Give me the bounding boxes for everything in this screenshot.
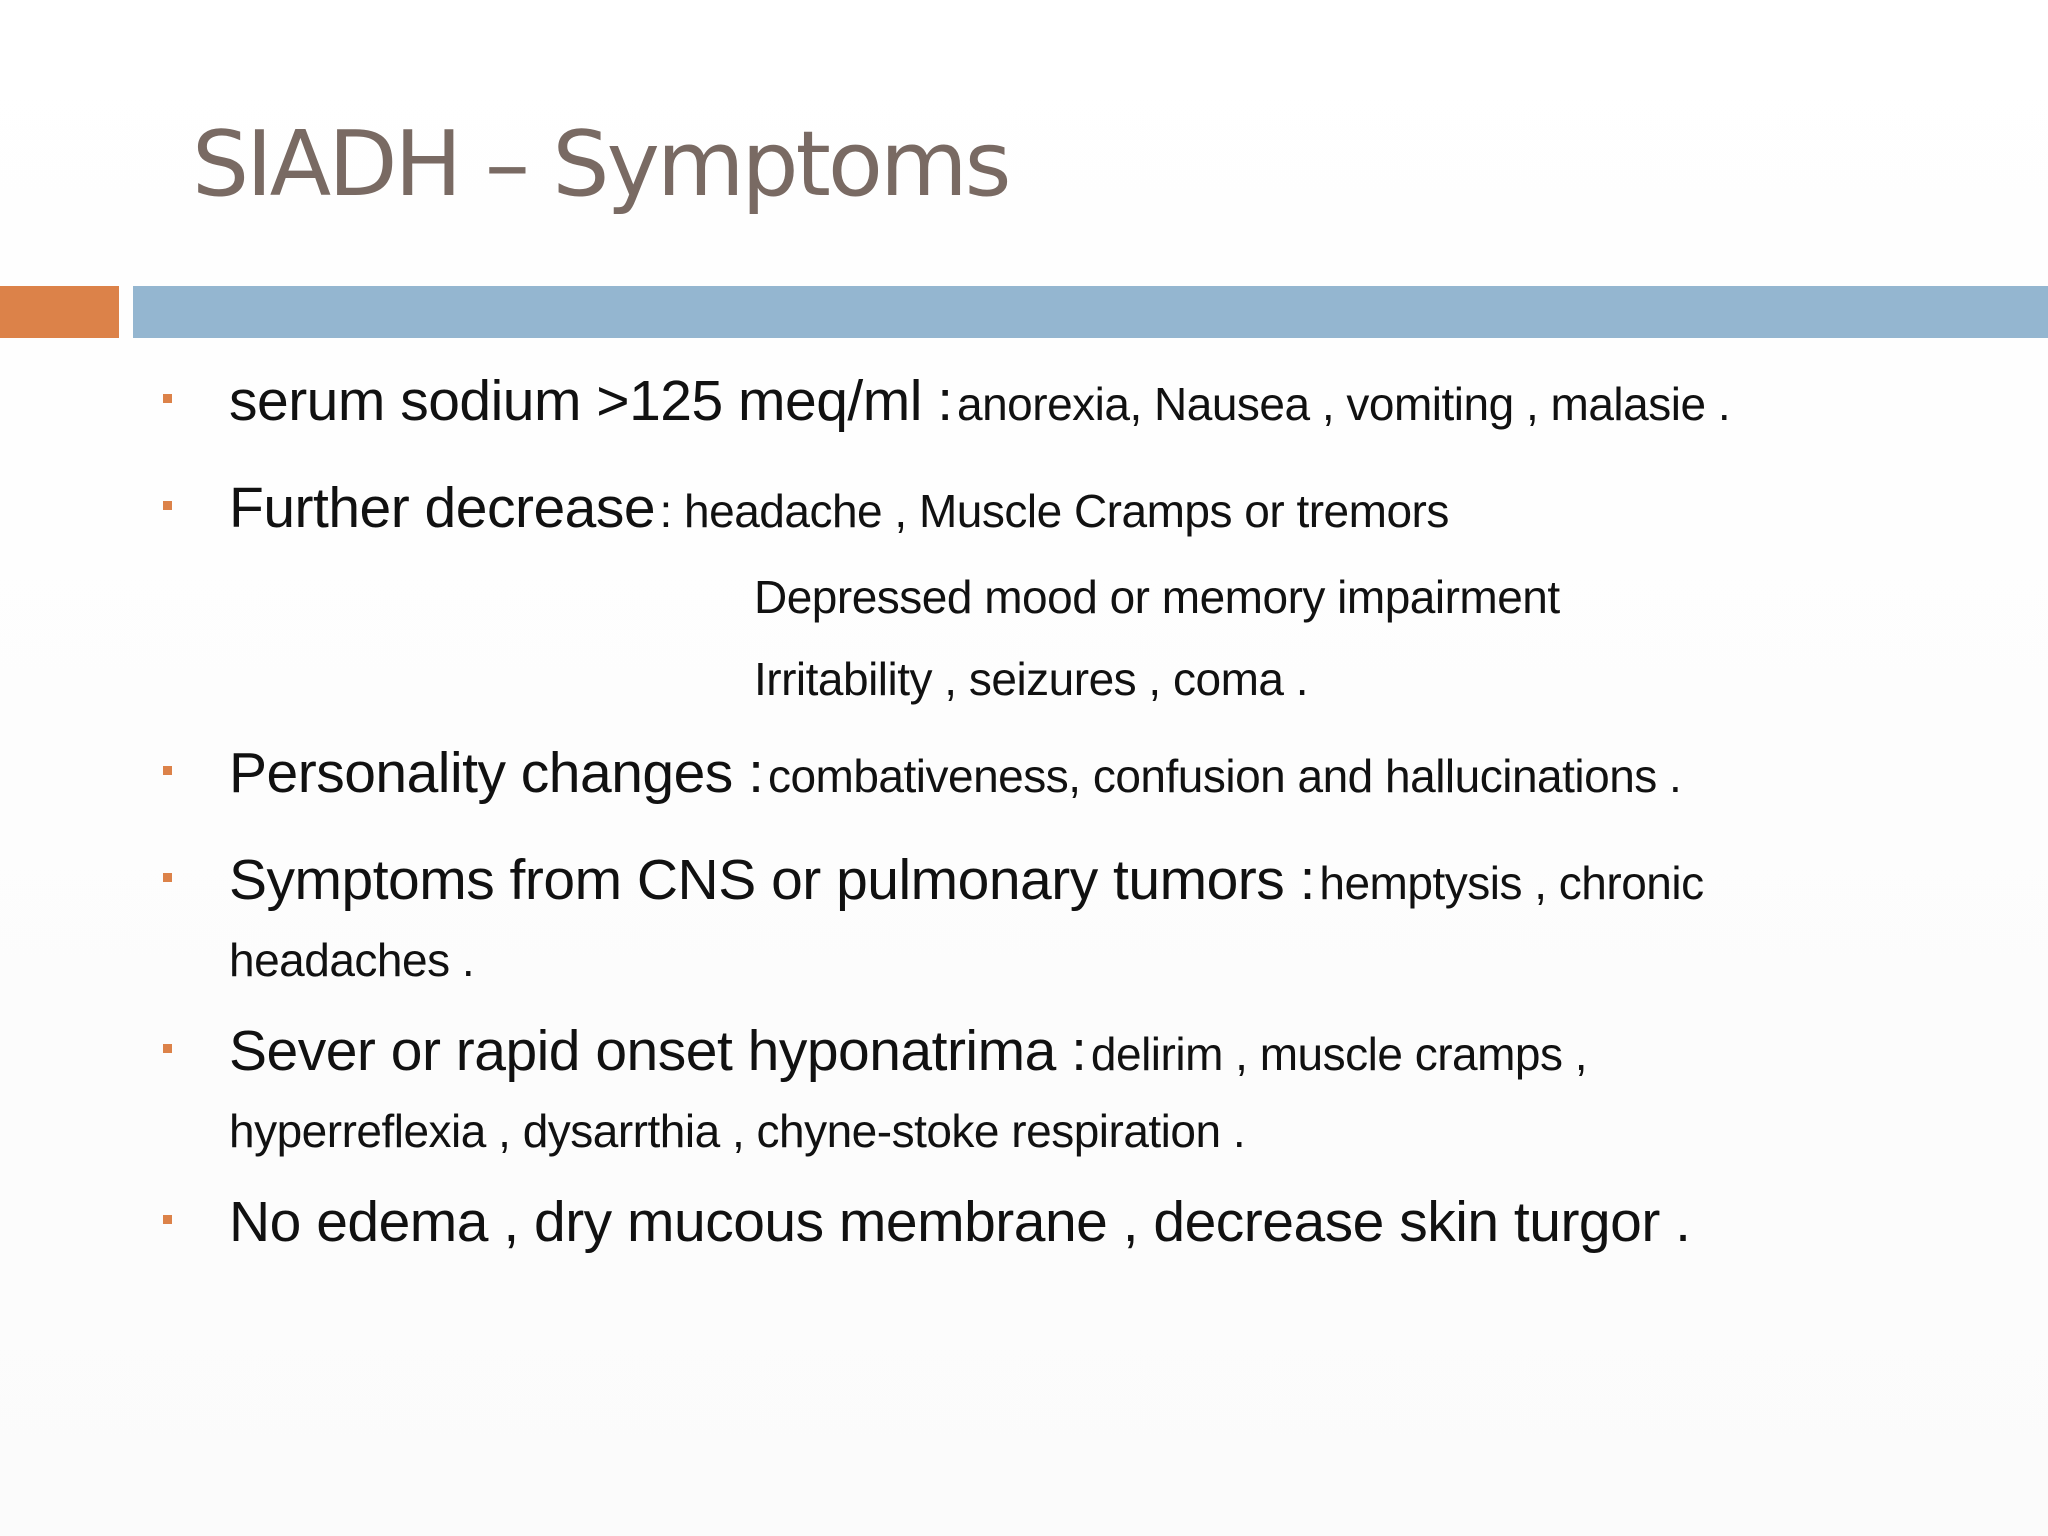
bullet-continuation: hyperreflexia , dysarrthia , chyne-stoke respiration . (229, 1105, 1246, 1157)
bullet-item-further-decrease (150, 475, 2000, 720)
bullet-item-hyponatremia (150, 1018, 2000, 1163)
bullet-continuation: headaches . (229, 934, 475, 986)
bullet-list (150, 368, 2000, 1296)
bullet-marker-icon (163, 1044, 172, 1053)
bullet-marker-icon (163, 1215, 172, 1224)
bullet-detail: anorexia, Nausea , vomiting , malasie . (957, 378, 1731, 430)
bullet-marker-icon (163, 394, 172, 403)
bullet-item-personality-changes (150, 740, 2000, 821)
bullet-detail: : headache , Muscle Cramps or tremors (659, 485, 1449, 537)
bullet-heading: Symptoms from CNS or pulmonary tumors : (229, 848, 1315, 912)
bullet-item-cns-tumors (150, 847, 2000, 992)
bullet-extra-line: Irritability , seizures , coma . (754, 653, 1309, 705)
accent-bar-blue (133, 286, 2048, 338)
bullet-detail: delirim , muscle cramps , (1090, 1028, 1588, 1080)
bullet-item-no-edema (150, 1189, 2000, 1270)
slide-title: SIADH – Symptoms (192, 112, 1009, 217)
bullet-heading: No edema , dry mucous membrane , decrease skin turgor . (229, 1190, 1691, 1254)
bullet-extra-line: Depressed mood or memory impairment (754, 571, 1560, 623)
bullet-item-serum-sodium (150, 368, 2000, 449)
bullet-marker-icon (163, 873, 172, 882)
bullet-detail: combativeness, confusion and hallucinations . (767, 750, 1682, 802)
bullet-marker-icon (163, 501, 172, 510)
bullet-marker-icon (163, 766, 172, 775)
accent-bar-orange (0, 286, 119, 338)
bullet-detail: hemptysis , chronic (1319, 857, 1704, 909)
bullet-heading: Sever or rapid onset hyponatrima : (229, 1019, 1087, 1083)
bullet-heading: Personality changes : (229, 741, 764, 805)
bullet-heading: serum sodium >125 meq/ml : (229, 369, 953, 433)
bullet-heading: Further decrease (229, 476, 656, 540)
